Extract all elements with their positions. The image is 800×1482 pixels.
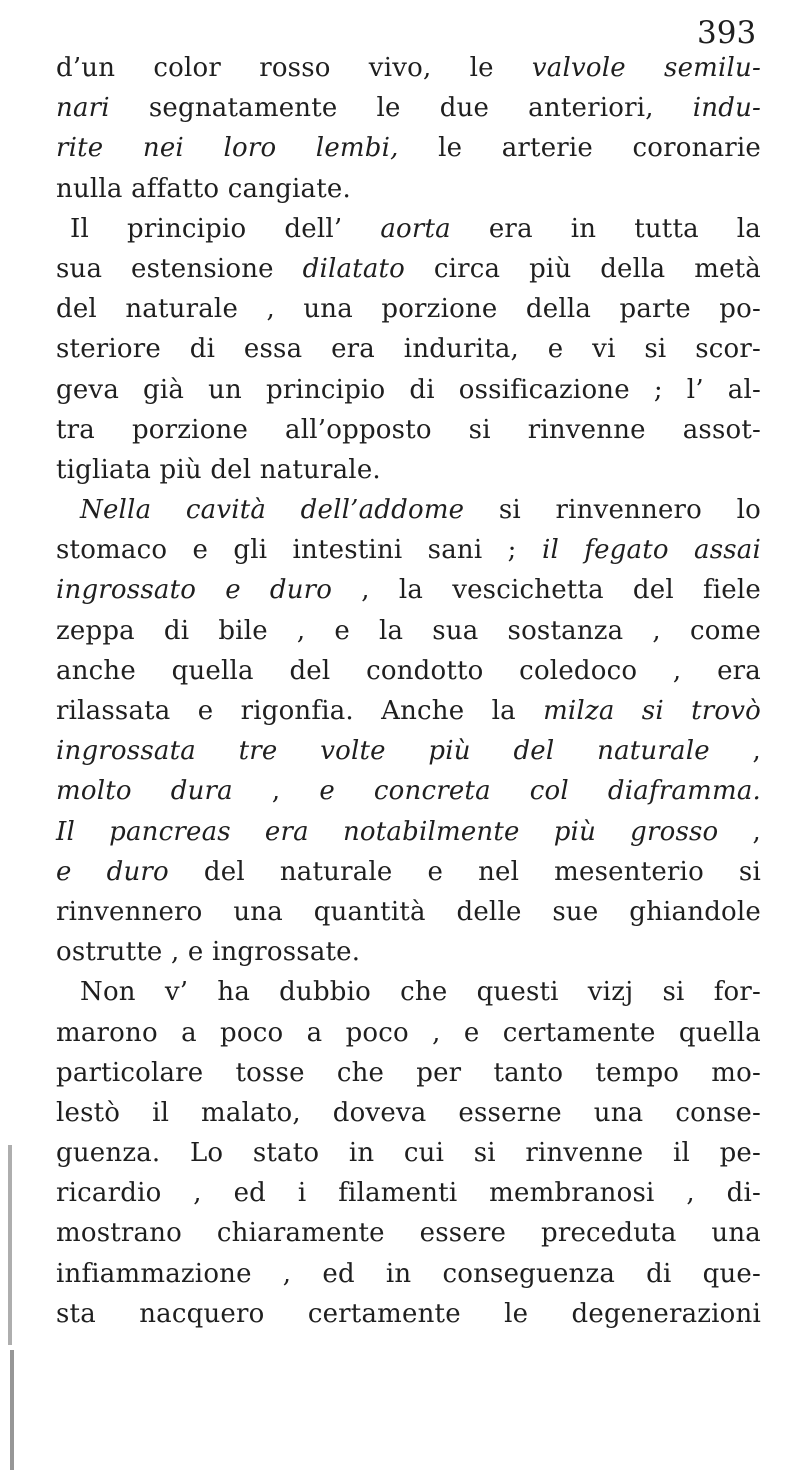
text-line [56, 1294, 761, 1334]
text-run: del naturale , una porzione della parte po- [56, 294, 761, 325]
page-number: 393 [697, 15, 757, 51]
text-run: Il principio dell’ [70, 213, 381, 244]
text-run: rinvennero una quantità delle sue ghiandole [56, 896, 761, 927]
italic-text-run: dilatato [302, 253, 406, 284]
text-run: segnatamente le due anteriori, [109, 93, 693, 124]
italic-text-run: Nella cavità dell’addome [80, 495, 465, 526]
text-run: tra porzione all’opposto si rinvenne assot- [56, 414, 761, 445]
text-run: stomaco e gli intestini sani ; [56, 535, 542, 566]
text-line [56, 1093, 761, 1133]
text-line [56, 450, 761, 490]
text-run: ricardio , ed i filamenti membranosi , di- [56, 1178, 761, 1209]
text-run: infiammazione , ed in conseguenza di que- [56, 1258, 761, 1289]
page-edge-shadow [8, 1145, 12, 1345]
text-run: ostrutte , e ingrossate. [56, 937, 361, 968]
text-run: mostrano chiaramente essere preceduta una [56, 1218, 761, 1249]
text-run: particolare tosse che per tanto tempo mo- [56, 1057, 761, 1088]
italic-text-run: e concreta col diaframma. [319, 776, 761, 807]
text-line [56, 530, 761, 570]
text-run: steriore di essa era indurita, e vi si scor- [56, 334, 761, 365]
text-line [56, 1133, 761, 1173]
text-line [56, 932, 761, 972]
text-run: nulla affatto cangiate. [56, 173, 351, 204]
text-line [56, 892, 761, 932]
text-run: anche quella del condotto coledoco , era [56, 655, 761, 686]
text-run: circa più della metà [405, 253, 761, 284]
text-line [56, 1013, 761, 1053]
text-line [56, 1254, 761, 1294]
text-line [56, 48, 761, 88]
text-line [56, 611, 761, 651]
body-text [56, 48, 761, 1334]
italic-text-run: molto dura [56, 776, 233, 807]
text-line [56, 209, 761, 249]
text-line [56, 289, 761, 329]
text-line [56, 771, 761, 811]
italic-text-run: ingrossato e duro [56, 575, 333, 606]
text-run: , [718, 816, 761, 847]
text-line [56, 691, 761, 731]
text-run: le arterie coronarie [398, 133, 761, 164]
text-run: geva già un principio di ossificazione ; l’ al- [56, 374, 761, 405]
page-edge-shadow [10, 1350, 14, 1470]
text-line [56, 88, 761, 128]
text-run: lestò il malato, doveva esserne una conse- [56, 1097, 761, 1128]
text-line [56, 370, 761, 410]
text-run: , [709, 736, 761, 767]
italic-text-run: indu- [692, 93, 761, 124]
text-run: si rinvennero lo [464, 495, 761, 526]
text-line [56, 169, 761, 209]
text-run: rilassata e rigonfia. Anche la [56, 696, 544, 726]
text-run: , la vescichetta del fiele [332, 575, 761, 606]
text-run: sua estensione [56, 253, 303, 284]
text-line [56, 1213, 761, 1253]
text-run: , [232, 776, 320, 807]
text-line [56, 731, 761, 771]
text-run: era in tutta la [450, 213, 762, 244]
text-line [56, 128, 761, 168]
text-line [56, 1173, 761, 1213]
text-line [56, 1053, 761, 1093]
text-line [56, 490, 761, 530]
italic-text-run: milza si trovò [543, 696, 761, 726]
text-run: marono a poco a poco , e certamente quella [56, 1017, 761, 1048]
italic-text-run: rite nei loro lembi, [56, 133, 399, 164]
text-line [56, 651, 761, 691]
text-run: Non v’ ha dubbio che questi vizj si for- [80, 977, 761, 1008]
italic-text-run: e duro [56, 856, 169, 887]
italic-text-run: il fegato assai [541, 535, 762, 566]
text-line [56, 812, 761, 852]
text-run: zeppa di bile , e la sua sostanza , come [56, 615, 761, 646]
text-line [56, 852, 761, 892]
text-run: tigliata più del naturale. [56, 454, 381, 485]
italic-text-run: aorta [380, 213, 451, 244]
text-run: guenza. Lo stato in cui si rinvenne il pe- [56, 1138, 761, 1169]
italic-text-run: ingrossata tre volte più del naturale [56, 736, 710, 767]
text-run: d’un color rosso vivo, le [56, 53, 532, 83]
text-line [56, 972, 761, 1012]
text-run: del naturale e nel mesenterio si [168, 856, 761, 887]
italic-text-run: valvole semilu- [531, 53, 761, 83]
text-line [56, 249, 761, 289]
text-run: sta nacquero certamente le degenerazioni [56, 1298, 761, 1329]
text-line [56, 329, 761, 369]
italic-text-run: Il pancreas era notabilmente più grosso [56, 816, 719, 847]
text-line [56, 570, 761, 610]
italic-text-run: nari [56, 93, 110, 124]
text-line [56, 410, 761, 450]
